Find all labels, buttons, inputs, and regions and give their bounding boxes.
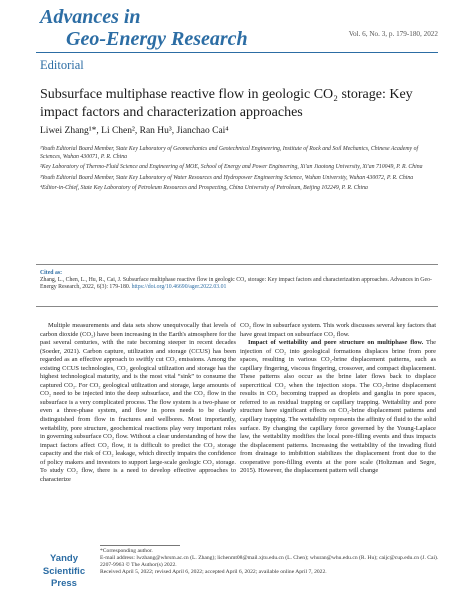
doi-link[interactable]: https://doi.org/10.46690/ager.2022.03.01	[131, 284, 227, 291]
footnotes	[100, 548, 440, 576]
citation-text: Zhang, L., Chen, L., Hu, R., Cai, J. Subsurface multiphase reactive flow in geologic CO₂ storage: Key impact factors and characterization approaches. Advances in Geo-Energy Research, 2022, 6(3): 179-180.	[40, 277, 432, 291]
corresponding-author: *Corresponding author.	[100, 548, 153, 554]
header-divider	[36, 52, 438, 53]
volume-info: Vol. 6, No. 3, p. 179-180, 2022	[348, 30, 438, 38]
affiliation-4: ⁴Editor-in-Chief, State Key Laboratory of Petroleum Resources and Prospecting, China University of Petroleum, Beijing 102249, P. R. China	[40, 185, 368, 191]
cite-top-divider	[36, 264, 438, 265]
paragraph: CO₂ flow in subsurface system. This work discusses several key factors that have great impact on subsurface CO₂ flow.	[240, 322, 436, 338]
paragraph: Multiple measurements and data sets show unequivocally that levels of carbon dioxide (CO₂) have been increasing in the Earth's atmosphere for the past several centuries, with the rate becoming steeper in recent decades (Soeder, 2021). Carbon capture, utilization and storage (CCUS) has been regarded as an effective approach to swiftly cut CO₂ emissions. Among the existing CCUS technologies, CO₂ geological utilization and storage has the highest technological maturity, and is the most vital “sink” to consume the captured CO₂. For CO₂ geological utilization and storage, large amounts of CO₂ need to be injected into the deep subsurface, and the CO₂ flow in the subsurface is a very complicated process. The flow system is a two-phase or even a three-phase system, and flow in pores needs to be clearly distinguished from flow in fractures and wellbores. Most importantly, wettability, pore structure, geochemical reactions play very important roles in governing subsurface CO₂ flow. Without a clear understanding of how the impact factors affect CO₂ flow, it is difficult to predict the CO₂ storage capacity and the risk of CO₂ leakage, which directly impairs the confidence of policy makers and investors to support large-scale geologic CO₂ storage. To study CO₂ flow, there is a need to develop effective approaches to characterize	[40, 322, 236, 483]
journal-title	[40, 6, 248, 50]
publisher-name-line3: Press	[51, 578, 77, 589]
affiliation-3: ³Youth Editorial Board Member, State Key Laboratory of Water Resources and Hydropower Engineering Science, Wuhan University, Wuhan 430072, P. R. China	[40, 174, 414, 181]
received-dates: Received April 5, 2022; revised April 6, 2022; accepted April 6, 2022; available online April 7, 2022.	[100, 569, 327, 576]
section-label: Editorial	[40, 58, 84, 72]
affiliation-2: ²Key Laboratory of Thermo-Fluid Science and Engineering of MOE, School of Energy and Power Engineering, Xi'an Jiaotong University, Xi'an 710049, P. R. China	[40, 164, 423, 170]
footnote-divider	[100, 545, 180, 546]
citation-block	[40, 270, 440, 292]
journal-title-line1: Advances in	[40, 6, 141, 28]
author-list: Liwei Zhang¹*, Li Chen², Ran Hu³, Jianchao Cai⁴	[40, 126, 229, 136]
journal-title-line2: Geo-Energy Research	[66, 28, 248, 50]
cite-bottom-divider	[36, 306, 438, 307]
publisher-logo	[36, 553, 92, 591]
affiliations	[40, 146, 440, 196]
publisher-name-line1: Yandy	[50, 553, 78, 564]
subsection-heading: Impact of wettability and pore structure on multiphase flow.	[248, 339, 424, 347]
body-column-left	[40, 322, 236, 484]
paragraph-text: The injection of CO₂ into geological formations displaces brine from pore spaces, resulting in various CO₂-brine displacement patterns, such as capillary fingering, viscous fingering, crossover, and compact displacement. These patterns also occur as the brine later flows back to displace supercritical CO₂ when the injection stops. The CO₂-brine displacement results in CO₂ becoming trapped as droplets and ganglia in pore spaces, referred to as residual trapping or capillary trapping. Wettability and pore structure have significant effects on CO₂-brine displacement patterns and capillary trapping. The wettability represents the affinity of fluid to the solid surface. By changing the capillary force governed by the Young-Laplace law, the wettability modifies the local pore-filling events and thus impacts the displacement patterns. Increasing the wettability of the invading fluid from drainage to imbibition stabilizes the displacement front due to the cooperative pore-filling events at the pore scale (Holtzman and Segre, 2015). However, the displacement pattern will change	[240, 339, 436, 475]
copyright: 2207-9963 © The Author(s) 2022.	[100, 562, 177, 569]
email-addresses: E-mail address: lwzhang@whrsm.ac.cn (L. Zhang); lichenmt08@mail.xjtu.edu.cn (L. Chen); whuran@whu.edu.cn (R. Hu); caijc@cup.edu.cn (J. Cai).	[100, 555, 439, 562]
paper-title: Subsurface multiphase reactive flow in geologic CO₂ storage: Key impact factors and characterization approaches	[40, 87, 413, 120]
affiliation-1: ¹Youth Editorial Board Member, State Key Laboratory of Geomechanics and Geotechnical Engineering, Institute of Rock and Soil Mechanics, Chinese Academy of Sciences, Wuhan 430071, P. R. China	[40, 146, 419, 160]
publisher-name-line2: Scientific	[42, 565, 86, 577]
body-column-right	[240, 322, 436, 476]
citation-heading: Cited as:	[40, 270, 63, 276]
paragraph	[240, 339, 436, 476]
